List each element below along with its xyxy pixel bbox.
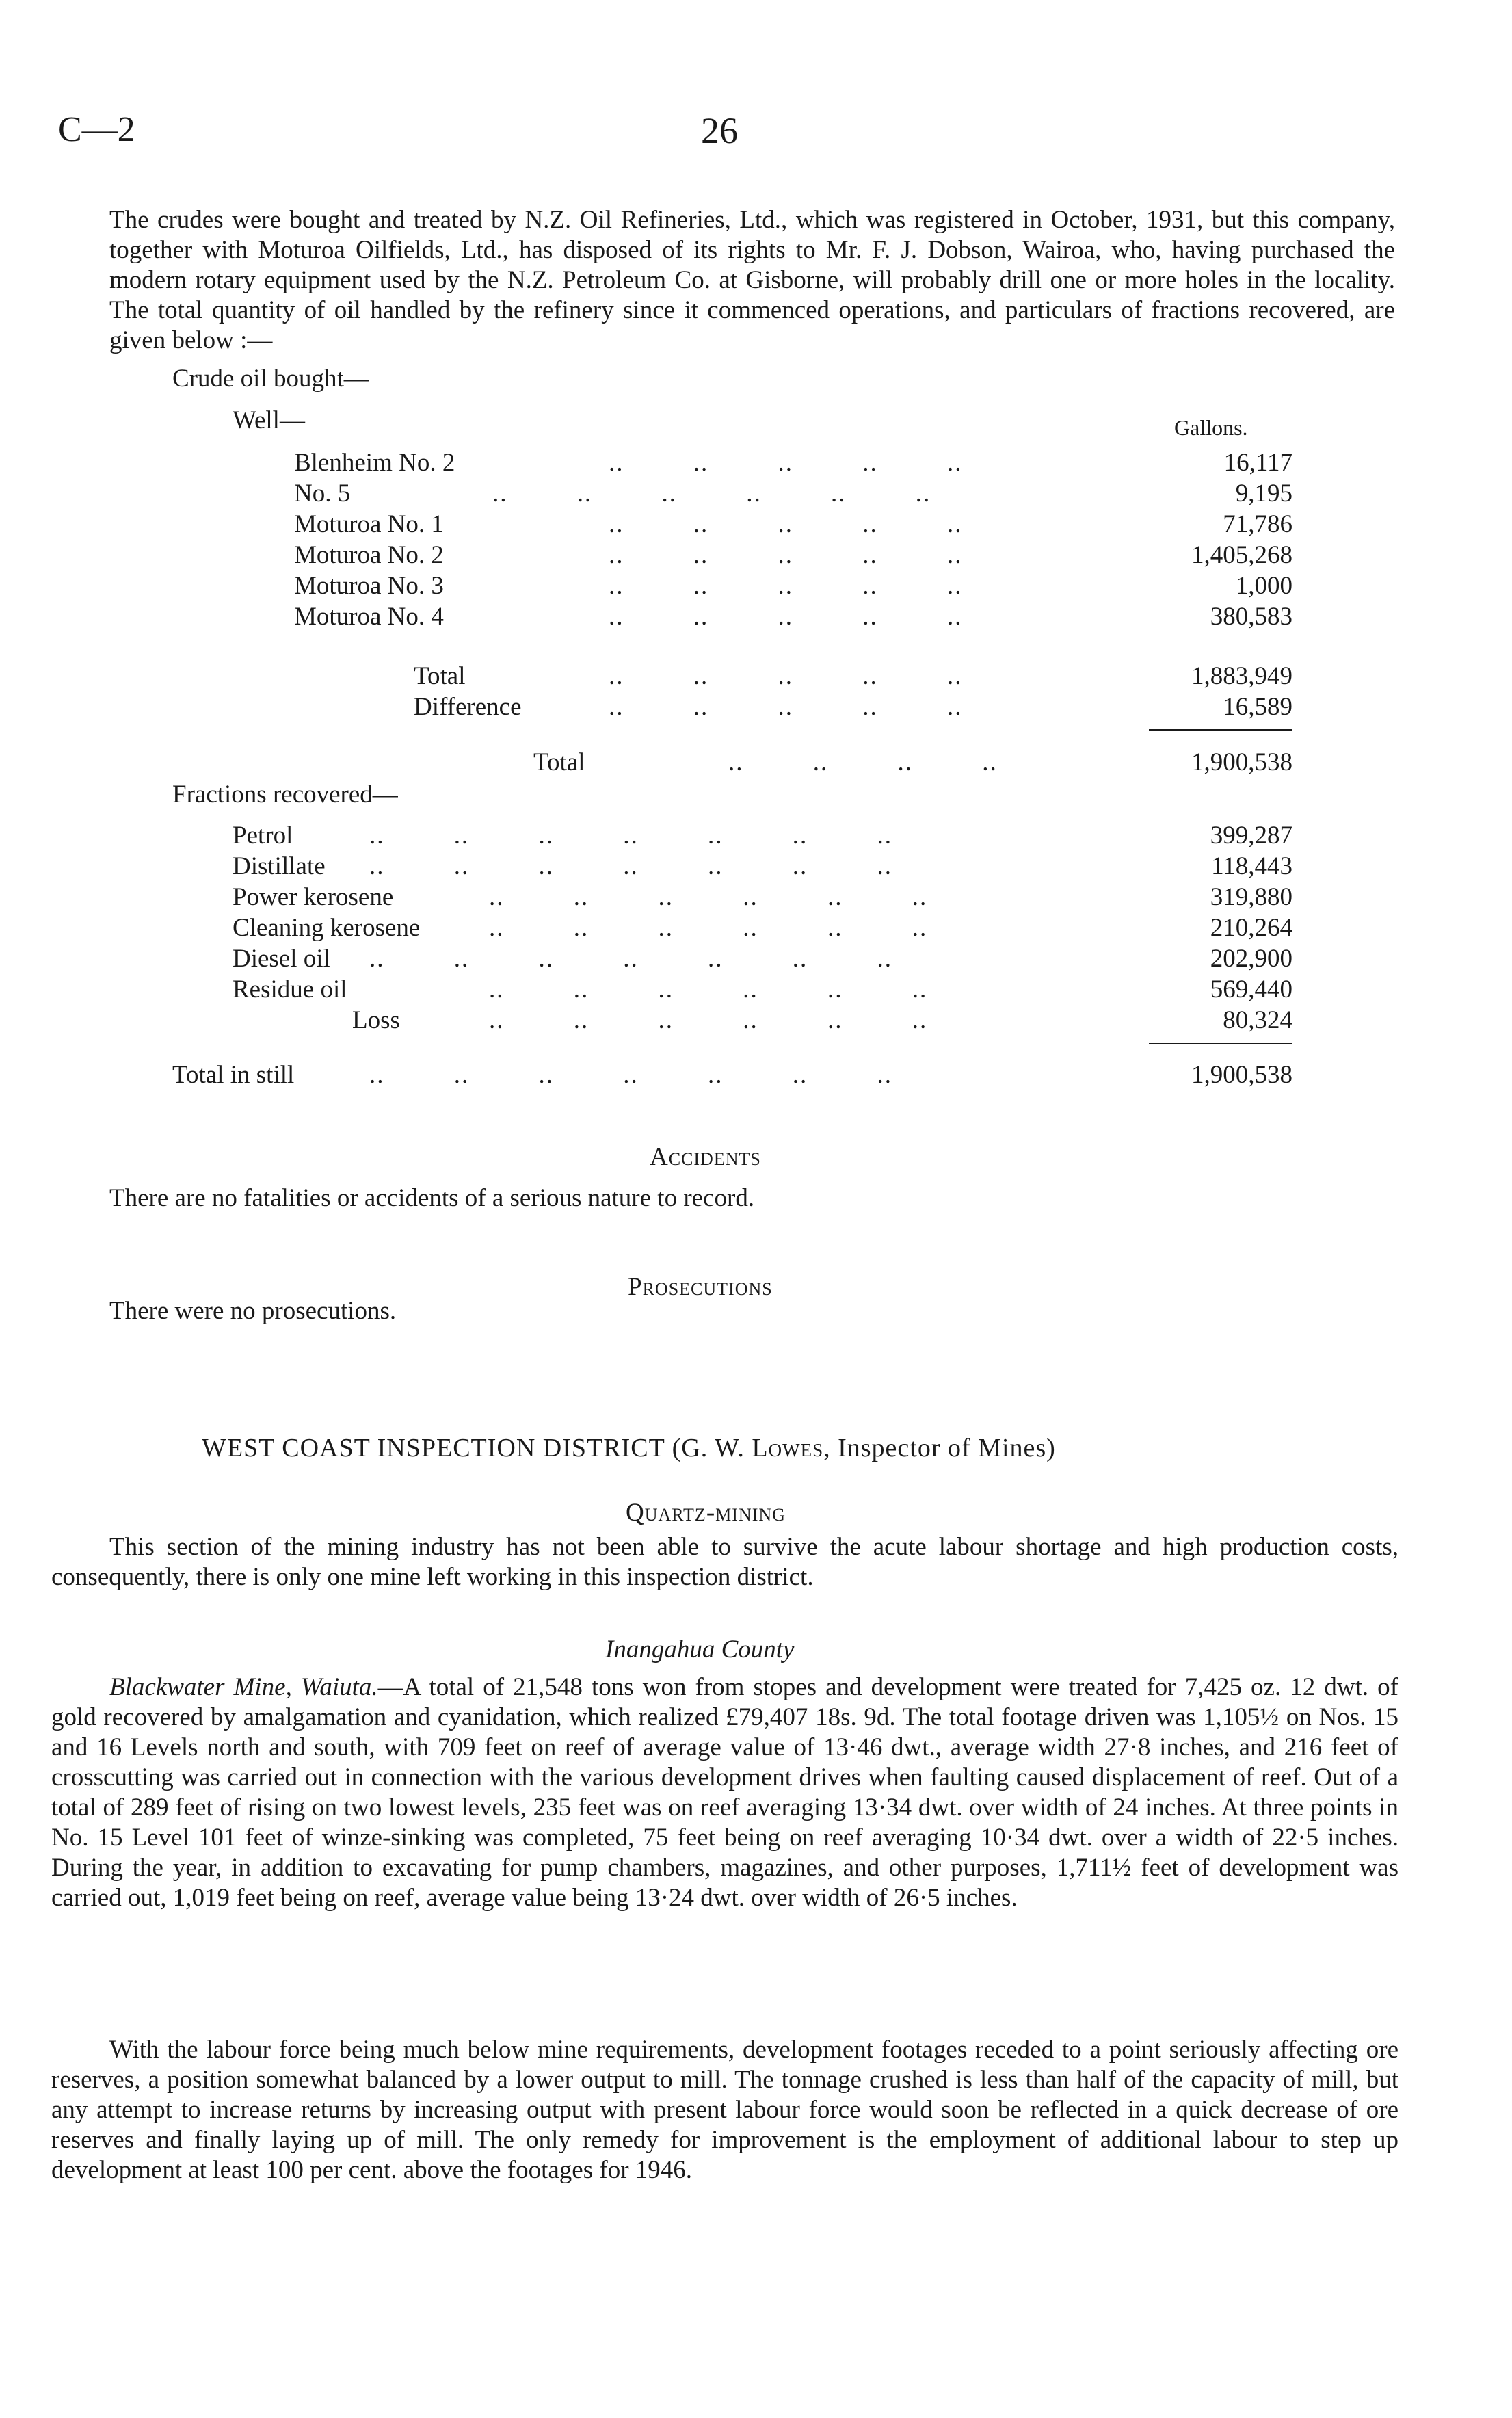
sum-rule <box>1149 1043 1292 1044</box>
loss-value: 80,324 <box>1223 1006 1292 1034</box>
leader-dots: .. .. .. .. .. <box>609 449 963 477</box>
fraction-gallons: 569,440 <box>1210 975 1292 1003</box>
well-gallons: 1,405,268 <box>1191 541 1292 569</box>
fraction-gallons: 118,443 <box>1211 852 1292 880</box>
subtotal-label: Total <box>414 662 466 690</box>
labour-paragraph: With the labour force being much below mine requirements, development footages receded to a point seriously affecting ore reserves, a position somewhat balanced by a lower output to mill. The tonnage crushed is less than half of the capacity of mill, but any attempt to increase returns by increasing output with present labour force would soon be reflected in a quick decrease of ore reserves and finally laying up of mill. The only remedy for improvement is the employment of additional labour to step up development at least 100 per cent. above the footages for 1946. <box>51 2036 1398 2184</box>
leader-dots: .. .. .. .. .. .. .. <box>369 945 892 973</box>
leader-dots: .. .. .. .. .. <box>609 603 963 631</box>
intro-paragraph: The crudes were bought and treated by N.Z. Oil Refineries, Ltd., which was registered in October, 1931, but this company, together with Moturoa Oilfields, Ltd., has disposed of its rights to Mr. F. J. Dobson, Wairoa, who, having purchased the modern rotary equipment used by the N.Z. Petroleum Co. at Gisborne, will probably drill one or more holes in the locality. The total quantity of oil handled by the refinery since it commenced operations, and particulars of fractions recovered, are given below :— <box>109 206 1395 354</box>
well-name: Moturoa No. 1 <box>294 510 444 538</box>
well-label: Well— <box>233 406 305 434</box>
loss-label: Loss <box>352 1006 400 1034</box>
report-code: C—2 <box>58 110 135 149</box>
mine-details: —A total of 21,548 tons won from stopes and development were treated for 7,425 oz. 12 dwt. of gold recovered by amalgamation and cyanidation, which realized £79,407 18s. 9d. The total footage driven was 1,105½ on Nos. 15 and 16 Levels north and south, with 709 feet on reef of average value of 13·46 dwt., average width 27·8 inches, and 216 feet of crosscutting was carried out in connection with the various development drives when faulting caused displacement of reef. Out of a total of 289 feet of rising on two lowest levels, 235 feet was on reef averaging 13·34 dwt. over width of 24 inches. At three points in No. 15 Level 101 feet of winze-sinking was completed, 75 feet being on reef averaging 10·34 dwt. over a width of 22·5 inches. During the year, in addition to excavating for pump chambers, magazines, and other purposes, 1,711½ feet of development was carried out, 1,019 feet being on reef, average value being 13·24 dwt. over width of 26·5 inches. <box>51 1673 1398 1912</box>
leader-dots: .. .. .. .. <box>728 748 998 776</box>
county-heading: Inangahua County <box>605 1635 795 1664</box>
leader-dots: .. .. .. .. .. <box>609 693 963 721</box>
leader-dots: .. .. .. .. .. .. <box>489 975 928 1003</box>
leader-dots: .. .. .. .. .. .. <box>489 883 928 911</box>
leader-dots: .. .. .. .. .. .. <box>492 479 931 508</box>
leader-dots: .. .. .. .. .. .. .. <box>369 1061 892 1089</box>
still-total-value: 1,900,538 <box>1191 1061 1292 1089</box>
crude-total-label: Total <box>533 748 585 776</box>
inspector-name: Lowes <box>752 1434 824 1462</box>
sum-rule <box>1149 729 1292 731</box>
unit-label: Gallons. <box>1174 415 1248 440</box>
still-total-label: Total in still <box>172 1061 295 1089</box>
well-gallons: 71,786 <box>1223 510 1292 538</box>
mine-name: Blackwater Mine, Waiuta. <box>109 1673 378 1701</box>
leader-dots: .. .. .. .. .. <box>609 510 963 538</box>
fraction-gallons: 399,287 <box>1210 822 1292 850</box>
leader-dots: .. .. .. .. .. <box>609 662 963 690</box>
fraction-name: Diesel oil <box>233 945 330 973</box>
quartz-mining-heading: Quartz-mining <box>626 1499 786 1527</box>
difference-label: Difference <box>414 693 522 721</box>
accidents-heading: Accidents <box>650 1143 761 1171</box>
prosecutions-heading: Prosecutions <box>628 1273 773 1301</box>
crude-heading: Crude oil bought— <box>172 365 369 393</box>
fraction-name: Cleaning kerosene <box>233 914 421 942</box>
district-heading-tail: , Inspector of Mines) <box>823 1434 1056 1462</box>
leader-dots: .. .. .. .. .. .. .. <box>369 852 892 880</box>
well-name: Moturoa No. 2 <box>294 541 444 569</box>
subtotal-value: 1,883,949 <box>1191 662 1292 690</box>
district-intro: This section of the mining industry has not been able to survive the acute labour shortage and high production costs, consequently, there is only one mine left working in this inspection district. <box>51 1533 1398 1591</box>
fraction-gallons: 319,880 <box>1210 883 1292 911</box>
leader-dots: .. .. .. .. .. .. <box>489 914 928 942</box>
well-gallons: 1,000 <box>1235 572 1292 600</box>
fraction-name: Petrol <box>233 822 293 850</box>
district-heading-main: WEST COAST INSPECTION DISTRICT (G. W. <box>202 1434 745 1462</box>
leader-dots: .. .. .. .. .. <box>609 541 963 569</box>
fraction-gallons: 210,264 <box>1210 914 1292 942</box>
leader-dots: .. .. .. .. .. .. .. <box>369 822 892 850</box>
page-number: 26 <box>701 110 738 151</box>
leader-dots: .. .. .. .. .. <box>609 572 963 600</box>
leader-dots: .. .. .. .. .. .. <box>489 1006 928 1034</box>
district-heading <box>202 1433 1056 1463</box>
well-name: Blenheim No. 2 <box>294 449 455 477</box>
accidents-text: There are no fatalities or accidents of a serious nature to record. <box>109 1184 755 1212</box>
well-name: No. 5 <box>294 479 351 508</box>
fraction-gallons: 202,900 <box>1210 945 1292 973</box>
fraction-name: Distillate <box>233 852 326 880</box>
crude-total-value: 1,900,538 <box>1191 748 1292 776</box>
well-gallons: 16,117 <box>1223 449 1292 477</box>
fraction-name: Power kerosene <box>233 883 394 911</box>
difference-value: 16,589 <box>1223 693 1292 721</box>
prosecutions-text: There were no prosecutions. <box>109 1297 397 1325</box>
well-gallons: 9,195 <box>1235 479 1292 508</box>
well-gallons: 380,583 <box>1210 603 1292 631</box>
well-name: Moturoa No. 3 <box>294 572 444 600</box>
mine-paragraph <box>51 1672 1398 1913</box>
well-name: Moturoa No. 4 <box>294 603 444 631</box>
fractions-heading: Fractions recovered— <box>172 780 398 809</box>
fraction-name: Residue oil <box>233 975 347 1003</box>
